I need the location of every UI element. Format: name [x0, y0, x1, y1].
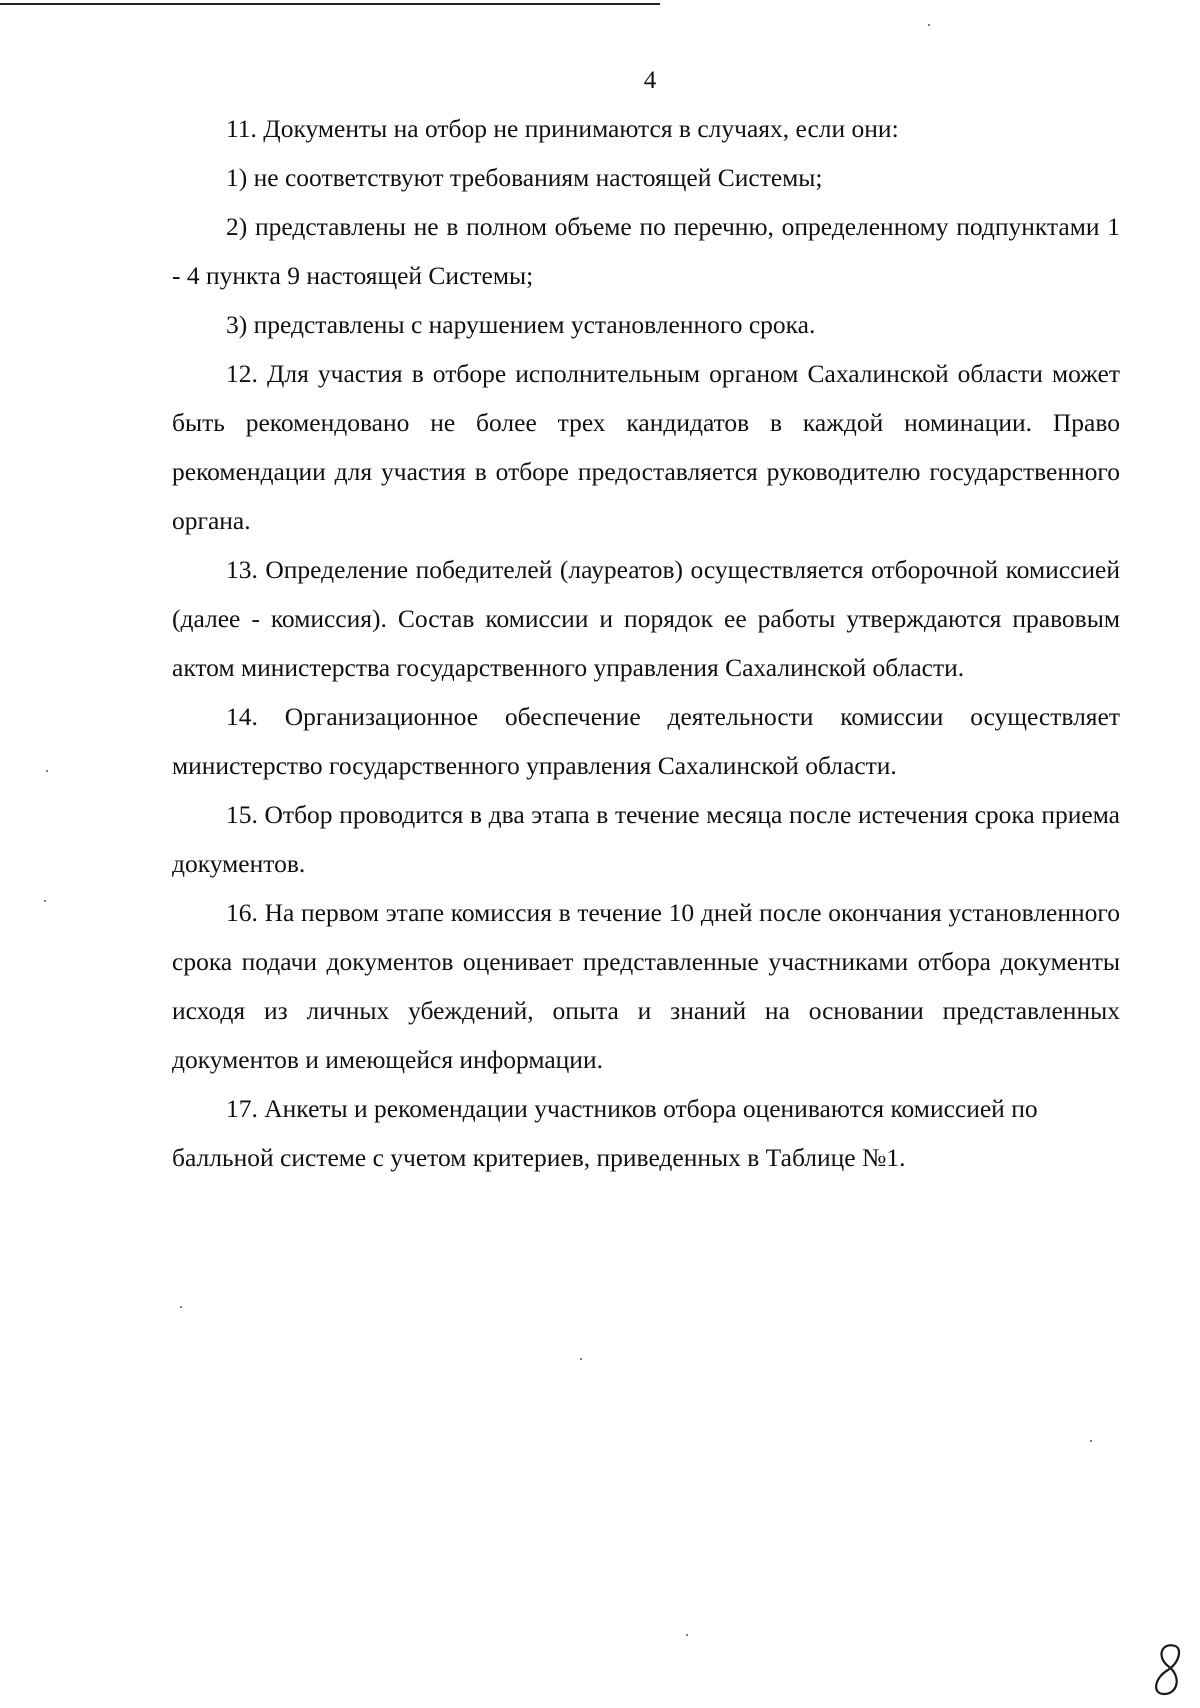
scan-speck — [686, 1634, 688, 1636]
paragraph-11-item-2: 2) представлены не в полном объеме по перечню, определенному подпунктами 1 - 4 пункта 9 настоящей Системы; — [172, 212, 1120, 290]
paragraph-11-item-1: 1) не соответствуют требованиям настоящей Системы; — [226, 163, 823, 192]
paragraph-12: 12. Для участия в отборе исполнительным органом Сахалинской области может быть рекомендовано не более трех кандидатов в каждой номинации. Право рекомендации для участия в отборе предоставляется руководителю государственного органа. — [172, 359, 1120, 535]
scan-speck — [180, 1306, 182, 1308]
paragraph-11-item-3: 3) представлены с нарушением установленного срока. — [226, 310, 816, 339]
paragraph-15: 15. Отбор проводится в два этапа в течение месяца после истечения срока приема документов. — [172, 800, 1120, 878]
scan-speck — [46, 770, 48, 772]
paragraph-16: 16. На первом этапе комиссия в течение 10 дней после окончания установленного срока подачи документов оценивает представленные участниками отбора документы исходя из личных убеждений, опыта и знаний на основании представленных документов и имеющейся информации. — [172, 898, 1120, 1074]
scan-edge-line — [0, 3, 660, 5]
scan-speck — [580, 1358, 582, 1360]
handwritten-page-mark-icon — [1148, 1640, 1188, 1700]
scan-speck — [928, 24, 930, 26]
paragraph-14: 14. Организационное обеспечение деятельности комиссии осуществляет министерство государственного управления Сахалинской области. — [172, 702, 1120, 780]
document-body — [172, 104, 1120, 1182]
paragraph-13: 13. Определение победителей (лауреатов) осуществляется отборочной комиссией (далее - комиссия). Состав комиссии и порядок ее работы утверждаются правовым актом министерства государственного управления Сахалинской области. — [172, 555, 1120, 682]
paragraph-11: 11. Документы на отбор не принимаются в случаях, если они: — [226, 114, 899, 143]
page-number: 4 — [643, 67, 657, 94]
paragraph-17: 17. Анкеты и рекомендации участников отбора оцениваются комиссией по балльной системе с учетом критериев, приведенных в Таблице №1. — [172, 1094, 1038, 1172]
scan-speck — [1090, 1440, 1092, 1442]
scan-speck — [44, 900, 46, 902]
